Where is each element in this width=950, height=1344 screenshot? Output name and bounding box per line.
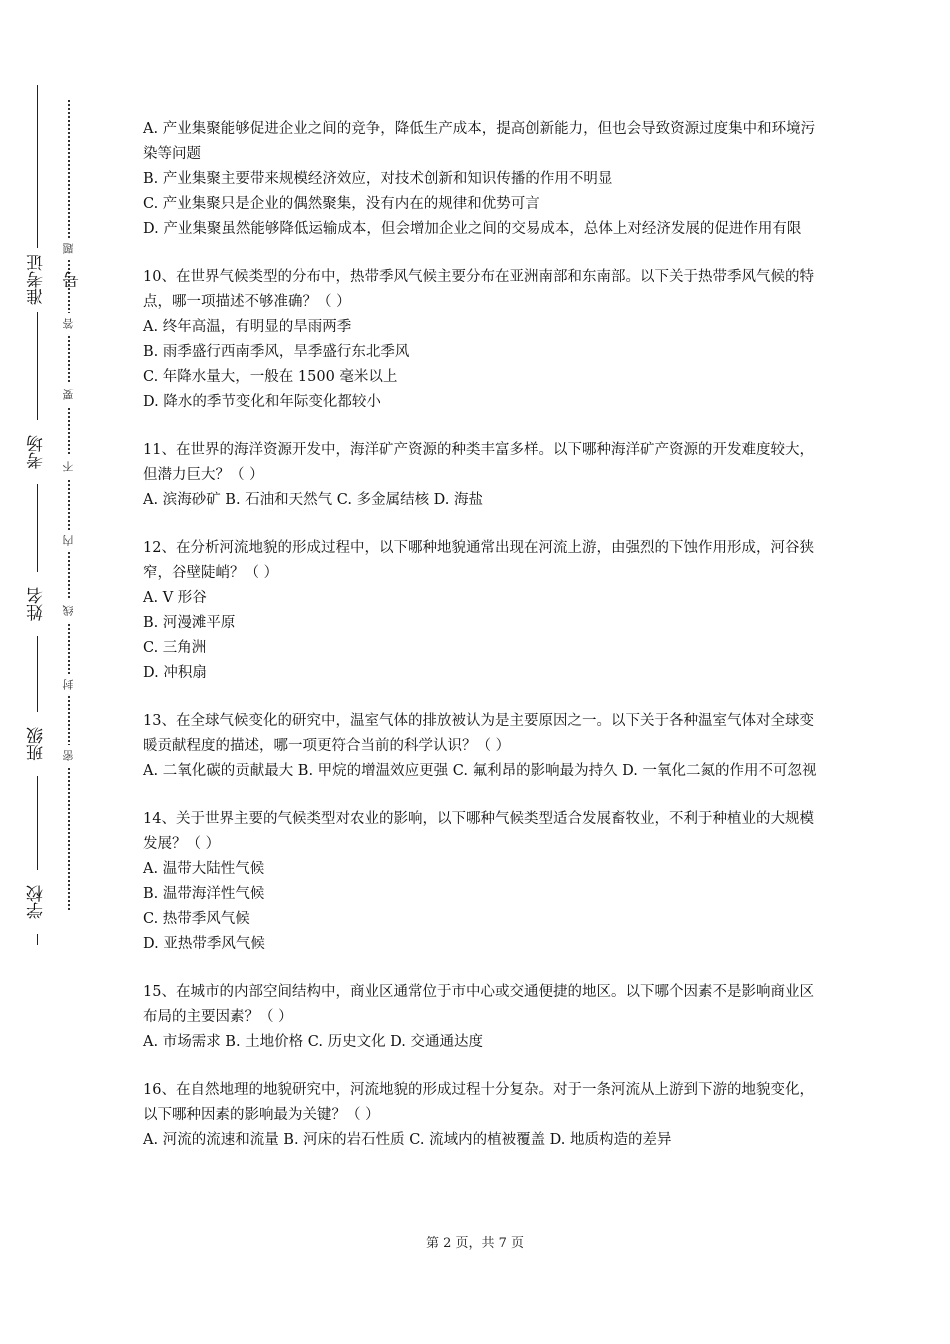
- option-a: A. V 形谷: [143, 590, 207, 606]
- dotted-char-2: 答: [58, 313, 80, 335]
- question-content: [143, 117, 818, 1176]
- option-c: C. 热带季风气候: [143, 911, 250, 927]
- option-b: B. 河漫滩平原: [143, 615, 236, 631]
- question-stem: 11、在世界的海洋资源开发中，海洋矿产资源的种类丰富多样。以下哪种海洋矿产资源的开发难度较大，但潜力巨大？（ ）: [143, 442, 814, 483]
- option-c: C. 产业集聚只是企业的偶然聚集，没有内在的规律和优势可言: [143, 196, 540, 212]
- question-stem: 13、在全球气候变化的研究中，温室气体的排放被认为是主要原因之一。以下关于各种温室气体对全球变暖贡献程度的描述，哪一项更符合当前的科学认识？（ ）: [143, 713, 814, 754]
- label-school: 学校: [19, 870, 55, 934]
- question-9-options: [143, 117, 818, 242]
- dotted-char-8: 密: [58, 745, 80, 767]
- option-c: C. 年降水量大，一般在 1500 毫米以上: [143, 369, 398, 385]
- question-stem: 12、在分析河流地貌的形成过程中，以下哪种地貌通常出现在河流上游，由强烈的下蚀作用形成，河谷狭窄，谷壁陡峭？（ ）: [143, 540, 814, 581]
- option-b: B. 温带海洋性气候: [143, 886, 265, 902]
- options-line: A. 滨海砂矿 B. 石油和天然气 C. 多金属结核 D. 海盐: [143, 492, 484, 508]
- question-stem: 10、在世界气候类型的分布中，热带季风气候主要分布在亚洲南部和东南部。以下关于热带季风气候的特点，哪一项描述不够准确？（ ）: [143, 269, 814, 310]
- question-13: [143, 709, 818, 784]
- dotted-char-4: 不: [58, 456, 80, 478]
- question-15: [143, 980, 818, 1055]
- question-12: [143, 536, 818, 686]
- question-10: [143, 265, 818, 415]
- question-11: [143, 438, 818, 513]
- options-line: A. 市场需求 B. 土地价格 C. 历史文化 D. 交通通达度: [143, 1034, 484, 1050]
- binding-margin: [0, 0, 110, 1344]
- dotted-char-6: 线: [58, 600, 80, 622]
- label-exam-room: 考场: [19, 420, 55, 484]
- page-number: 第 2 页，共 7 页: [425, 1236, 525, 1251]
- question-stem: 15、在城市的内部空间结构中，商业区通常位于市中心或交通便捷的地区。以下哪个因素不是影响商业区布局的主要因素？（ ）: [143, 984, 814, 1025]
- option-b: B. 产业集聚主要带来规模经济效应，对技术创新和知识传播的作用不明显: [143, 171, 613, 187]
- option-c: C. 三角洲: [143, 640, 207, 656]
- question-stem: 14、关于世界主要的气候类型对农业的影响，以下哪种气候类型适合发展畜牧业，不利于种植业的大规模发展？（ ）: [143, 811, 814, 852]
- question-stem: 16、在自然地理的地貌研究中，河流地貌的形成过程十分复杂。对于一条河流从上游到下游的地貌变化，以下哪种因素的影响最为关键？（ ）: [143, 1082, 814, 1123]
- dotted-char-3: 要: [58, 384, 80, 406]
- question-14: [143, 807, 818, 957]
- binding-dotted-line: [68, 100, 70, 910]
- option-a: A. 温带大陆性气候: [143, 861, 265, 877]
- options-line: A. 河流的流速和流量 B. 河床的岩石性质 C. 流域内的植被覆盖 D. 地质构造的差异: [143, 1132, 672, 1148]
- option-b: B. 雨季盛行西南季风，旱季盛行东北季风: [143, 344, 410, 360]
- option-a: A. 产业集聚能够促进企业之间的竞争，降低生产成本，提高创新能力，但也会导致资源过度集中和环境污染等问题: [143, 121, 816, 162]
- dotted-char-1: 题: [58, 238, 80, 260]
- option-d: D. 冲积扇: [143, 665, 207, 681]
- label-class: 班级: [19, 712, 55, 776]
- option-d: D. 降水的季节变化和年际变化都较小: [143, 394, 381, 410]
- binding-solid-line: [37, 85, 38, 945]
- label-name: 姓名: [19, 572, 55, 636]
- dotted-char-5: 内: [58, 530, 80, 552]
- label-exam-number: 准考证号: [19, 248, 55, 312]
- option-d: D. 亚热带季风气候: [143, 936, 265, 952]
- options-line: A. 二氧化碳的贡献最大 B. 甲烷的增温效应更强 C. 氟利昂的影响最为持久 D. 一氧化二氮的作用不可忽视: [143, 763, 817, 779]
- question-16: [143, 1078, 818, 1153]
- option-a: A. 终年高温，有明显的旱雨两季: [143, 319, 352, 335]
- option-d: D. 产业集聚虽然能够降低运输成本，但会增加企业之间的交易成本，总体上对经济发展的促进作用有限: [143, 221, 802, 237]
- dotted-char-7: 封: [58, 674, 80, 696]
